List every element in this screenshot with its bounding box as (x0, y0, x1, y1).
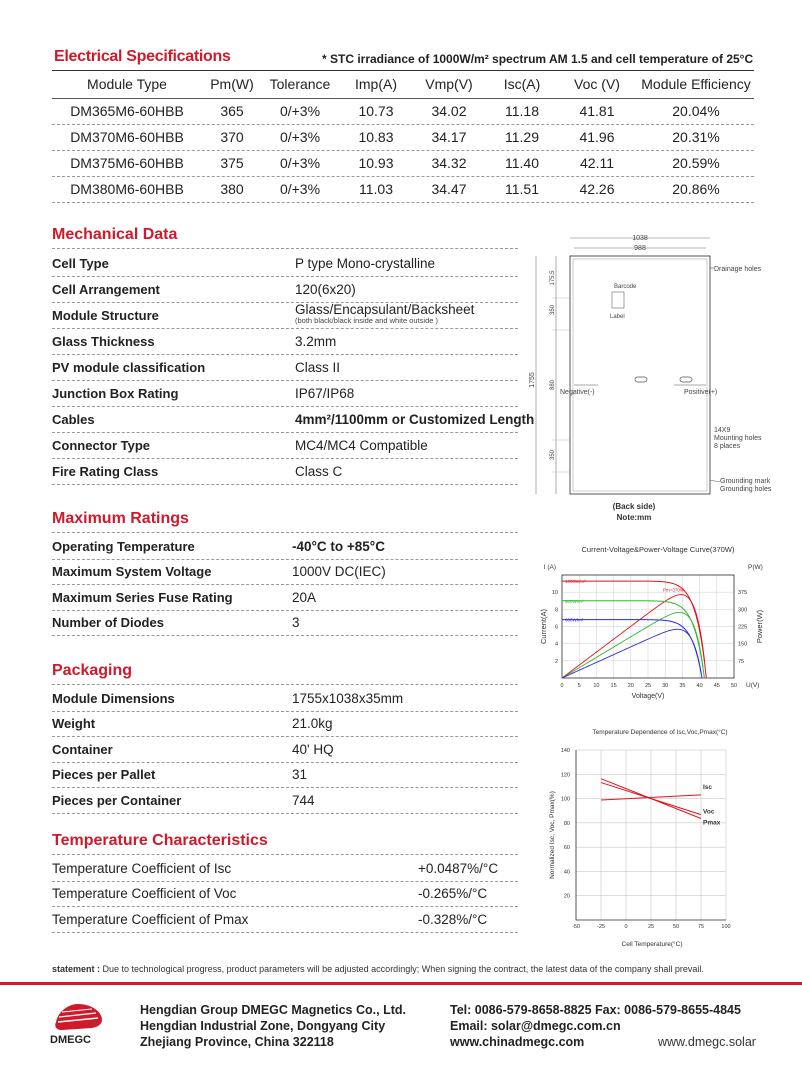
electrical-cell: 375 (220, 155, 244, 171)
electrical-cell: 0/+3% (279, 181, 321, 197)
mechanical-row (52, 380, 518, 406)
iv-x-tick: 25 (644, 683, 652, 689)
iv-y2-tick: 150 (738, 641, 748, 648)
iv-x-unit: U(V) (746, 682, 760, 689)
electrical-header-cell: Pm(W) (210, 76, 254, 92)
mechanical-value: Class C (295, 464, 343, 479)
temp-chart-title: Temperature Dependence of Isc,Voc,Pmax(°C) (592, 729, 728, 736)
barcode-label: Barcode (614, 284, 637, 290)
electrical-cell: 0/+3% (279, 155, 321, 171)
mechanical-value: 3.2mm (295, 334, 337, 349)
temp-series-label: Voc (703, 808, 715, 816)
mechanical-row (52, 302, 518, 328)
electrical-cell: 34.17 (431, 129, 467, 145)
mechanical-row (52, 276, 518, 302)
iv-x-tick: 30 (662, 683, 669, 689)
iv-y2-tick: 375 (738, 590, 748, 597)
mechanical-label: Cell Arrangement (52, 282, 160, 297)
temp-x-tick: 50 (672, 924, 680, 930)
electrical-cell: 10.93 (358, 155, 394, 171)
temp-y-tick: 140 (560, 748, 570, 754)
brand-name: DMEGC (50, 1034, 91, 1046)
packaging-value: 21.0kg (292, 716, 333, 732)
pm-label: Pm=370W (662, 587, 685, 593)
electrical-cell: 11.03 (359, 181, 393, 197)
temperature-row (52, 855, 518, 881)
address-line-2: Zhejiang Province, China 322118 (140, 1035, 334, 1049)
label-label: Label (610, 314, 625, 320)
maximum-value: 1000V DC(IEC) (292, 564, 386, 580)
electrical-cell: 380 (220, 181, 244, 197)
iv-x-tick: 50 (730, 683, 738, 689)
electrical-table-row (52, 98, 754, 124)
electrical-cell: 34.02 (431, 103, 467, 119)
mechanical-value: Class II (295, 360, 341, 375)
temperature-row (52, 881, 518, 907)
statement-label: statement : (52, 964, 101, 974)
dim-b: 350 (550, 304, 556, 316)
mechanical-label: Cables (52, 412, 95, 427)
mechanical-label: Glass Thickness (52, 334, 155, 349)
temp-x-tick: -50 (572, 924, 580, 930)
iv-x-tick: 35 (679, 683, 686, 689)
mechanical-label: Fire Rating Class (52, 464, 159, 479)
electrical-header-cell: Imp(A) (355, 76, 397, 92)
packaging-label: Pieces per Container (52, 792, 182, 808)
maximum-row (52, 610, 518, 636)
iv-y2-tick: 300 (738, 607, 748, 614)
temperature-table (52, 855, 518, 932)
temperature-value: +0.0487%/°C (418, 860, 499, 876)
mechanical-value: P type Mono-crystalline (295, 256, 436, 271)
electrical-cell: 20.04% (672, 103, 720, 119)
maximum-row (52, 584, 518, 610)
dim-height: 1755 (529, 372, 536, 388)
dim-c: 880 (550, 379, 556, 391)
iv-x-tick: 10 (593, 683, 600, 689)
temp-x-tick: 0 (624, 924, 628, 930)
mechanical-value: 4mm²/1100mm or Customized Length (295, 412, 535, 427)
packaging-row (52, 787, 518, 813)
iv-pv-chart (524, 540, 798, 708)
iv-x-tick: 15 (610, 683, 617, 689)
temp-series-label: Pmax (703, 819, 721, 827)
temp-x-tick: 25 (647, 924, 655, 930)
maximum-value: -40°C to +85°C (292, 538, 385, 554)
website-link[interactable]: www.chinadmegc.com (450, 1035, 585, 1049)
temperature-value: -0.265%/°C (418, 886, 488, 902)
mounting-size: 14X9 (714, 427, 731, 434)
iv-x-tick: 5 (577, 683, 581, 689)
iv-y-tick: 4 (554, 641, 558, 648)
dim-width-inner: 988 (634, 245, 646, 252)
packaging-value: 744 (292, 792, 315, 808)
temp-x-tick: -25 (597, 924, 605, 930)
temp-x-tick: 100 (721, 924, 731, 930)
mounting-places: 8 places (714, 443, 741, 450)
temperature-title: Temperature Characteristics (52, 832, 268, 849)
iv-y-tick: 6 (554, 624, 558, 631)
temperature-label: Temperature Coefficient of Voc (52, 886, 237, 902)
electrical-cell: DM370M6-60HBB (70, 129, 184, 145)
maximum-row (52, 533, 518, 559)
packaging-table (52, 685, 518, 813)
maximum-label: Maximum Series Fuse Rating (52, 589, 233, 605)
temp-xlabel: Cell Temperature(°C) (621, 941, 683, 948)
iv-y2-tick: 225 (738, 624, 748, 631)
electrical-header-cell: Voc (V) (574, 76, 620, 92)
electrical-cell: 11.29 (505, 129, 539, 145)
packaging-label: Module Dimensions (52, 690, 175, 706)
electrical-cell: 20.86% (672, 181, 720, 197)
dim-width-outer: 1038 (632, 235, 648, 242)
mechanical-label: Module Structure (52, 308, 159, 323)
electrical-cell: DM375M6-60HBB (70, 155, 184, 171)
temperature-label: Temperature Coefficient of Isc (52, 860, 232, 876)
tel-fax: Tel: 0086-579-8658-8825 Fax: 0086-579-8655-4845 (450, 1003, 741, 1017)
grounding-mark-label: Grounding mark (720, 478, 771, 485)
packaging-title: Packaging (52, 662, 133, 679)
electrical-cell: 0/+3% (279, 103, 321, 119)
statement-text: Due to technological progress, product parameters will be adjusted accordingly; When signing the contract, the latest data of the company shall prevail. (102, 964, 704, 974)
iv-x-tick: 0 (560, 683, 564, 689)
mechanical-value: 120(6x20) (295, 282, 356, 297)
mechanical-row (52, 458, 518, 484)
temperature-label: Temperature Coefficient of Pmax (52, 911, 249, 927)
electrical-cell: 365 (220, 103, 244, 119)
iv-chart-title: Current-Voltage&Power-Voltage Curve(370W) (581, 545, 735, 554)
iv-series-label: 1000W/m² (565, 579, 586, 585)
iv-x-tick: 40 (696, 683, 703, 689)
electrical-table-row (52, 150, 754, 176)
packaging-row (52, 685, 518, 711)
mechanical-label: Cell Type (52, 256, 109, 271)
electrical-cell: 41.96 (579, 129, 615, 145)
back-side-caption: (Back side) (612, 502, 656, 511)
iv-series-label: 800W/m² (565, 598, 584, 604)
mechanical-note: (both black/black inside and white outside ) (295, 316, 438, 325)
packaging-value: 31 (292, 767, 308, 783)
electrical-cell: 20.59% (672, 155, 720, 171)
mechanical-label: PV module classification (52, 360, 206, 375)
electrical-header-cell: Tolerance (269, 76, 331, 92)
temp-x-tick: 75 (697, 924, 705, 930)
maximum-title: Maximum Ratings (52, 510, 189, 527)
packaging-row (52, 762, 518, 788)
electrical-cell: DM380M6-60HBB (70, 181, 184, 197)
electrical-cell: 0/+3% (279, 129, 321, 145)
dim-a: 175.5 (550, 270, 556, 286)
iv-series-label: 600W/m² (565, 617, 584, 623)
mechanical-row (52, 354, 518, 380)
mechanical-row (52, 250, 518, 276)
temperature-row (52, 906, 518, 932)
electrical-cell: 11.18 (505, 103, 539, 119)
iv-ylabel: Current(A) (539, 608, 548, 645)
temp-series-label: Isc (703, 783, 713, 791)
maximum-row (52, 559, 518, 585)
mechanical-row (52, 328, 518, 354)
electrical-table (52, 72, 754, 202)
packaging-value: 1755x1038x35mm (292, 690, 404, 706)
drawing-note: Note:mm (616, 513, 652, 522)
stc-note: * STC irradiance of 1000W/m² spectrum AM 1.5 and cell temperature of 25°C (322, 52, 754, 66)
electrical-cell: 10.83 (358, 129, 394, 145)
mechanical-value: Glass/Encapsulant/Backsheet (295, 302, 475, 317)
maximum-value: 3 (292, 615, 300, 631)
address-line-1: Hengdian Industrial Zone, Dongyang City (140, 1019, 386, 1033)
temp-y-tick: 100 (560, 796, 570, 803)
electrical-header-cell: Module Efficiency (641, 76, 751, 92)
iv-y-unit: I (A) (543, 564, 556, 571)
temp-y-tick: 120 (560, 772, 570, 779)
electrical-header-cell: Isc(A) (503, 76, 541, 92)
mechanical-label: Connector Type (52, 438, 150, 453)
positive-label: Positive(+) (684, 389, 718, 396)
drainage-label: Drainage holes (714, 266, 762, 273)
iv-y-tick: 2 (554, 658, 558, 665)
maximum-table (52, 533, 518, 635)
electrical-table-header (52, 72, 754, 98)
packaging-row (52, 736, 518, 762)
electrical-cell: 11.51 (505, 181, 539, 197)
temp-y-tick: 20 (563, 893, 570, 900)
mechanical-value: IP67/IP68 (295, 386, 355, 401)
statement (52, 964, 704, 974)
packaging-label: Container (52, 741, 113, 757)
packaging-row (52, 711, 518, 737)
temp-ylabel: Normalized Isc, Voc, Pmax(%) (549, 791, 556, 879)
iv-y-tick: 10 (551, 590, 558, 597)
packaging-label: Pieces per Pallet (52, 767, 156, 783)
negative-label: Negative(-) (560, 389, 595, 396)
temp-y-tick: 80 (563, 820, 570, 827)
iv-x-tick: 45 (713, 683, 720, 689)
iv-curve (562, 617, 702, 678)
company-name: Hengdian Group DMEGC Magnetics Co., Ltd. (140, 1003, 406, 1017)
electrical-cell: 11.40 (505, 155, 539, 171)
mechanical-row (52, 432, 518, 458)
iv-x-tick: 20 (627, 683, 634, 689)
grounding-holes-label: Grounding holes (720, 486, 772, 493)
temp-y-tick: 40 (563, 869, 570, 876)
mounting-holes-label: Mounting holes (714, 435, 762, 442)
electrical-cell: 10.73 (358, 103, 394, 119)
module-back-drawing (524, 230, 794, 528)
maximum-label: Maximum System Voltage (52, 564, 212, 580)
electrical-cell: 42.26 (579, 181, 615, 197)
iv-xlabel: Voltage(V) (631, 693, 665, 700)
email-link[interactable]: Email: solar@dmegc.com.cn (450, 1019, 621, 1033)
electrical-cell: 34.47 (431, 181, 467, 197)
maximum-label: Number of Diodes (52, 615, 164, 631)
mechanical-row (52, 406, 535, 432)
iv-curve (562, 598, 704, 678)
electrical-cell: DM365M6-60HBB (70, 103, 184, 119)
electrical-table-row (52, 124, 754, 150)
packaging-label: Weight (52, 716, 96, 732)
electrical-cell: 34.32 (431, 155, 467, 171)
packaging-value: 40' HQ (292, 741, 334, 757)
electrical-cell: 370 (220, 129, 244, 145)
temperature-dependence-chart (524, 722, 798, 954)
iv-y2-unit: P(W) (748, 564, 763, 571)
electrical-table-body (52, 98, 754, 202)
temp-y-tick: 60 (563, 845, 570, 852)
mechanical-title: Mechanical Data (52, 226, 178, 243)
maximum-value: 20A (292, 589, 317, 605)
dim-d: 350 (550, 449, 556, 461)
electrical-table-row (52, 176, 754, 202)
iv-y-tick: 8 (554, 607, 558, 614)
footer-divider (0, 982, 802, 985)
iv-y2-tick: 75 (738, 658, 745, 665)
temperature-value: -0.328%/°C (418, 911, 488, 927)
iv-y2label: Power(W) (755, 609, 764, 644)
electrical-cell: 41.81 (579, 103, 615, 119)
electrical-header-cell: Vmp(V) (425, 76, 473, 92)
website-link-2[interactable]: www.dmegc.solar (658, 1035, 756, 1049)
electrical-header-cell: Module Type (87, 76, 167, 92)
maximum-label: Operating Temperature (52, 538, 195, 554)
electrical-cell: 42.11 (580, 155, 614, 171)
electrical-cell: 20.31% (672, 129, 720, 145)
electrical-title: Electrical Specifications (54, 48, 231, 65)
mechanical-label: Junction Box Rating (52, 386, 179, 401)
mechanical-value: MC4/MC4 Compatible (295, 438, 428, 453)
